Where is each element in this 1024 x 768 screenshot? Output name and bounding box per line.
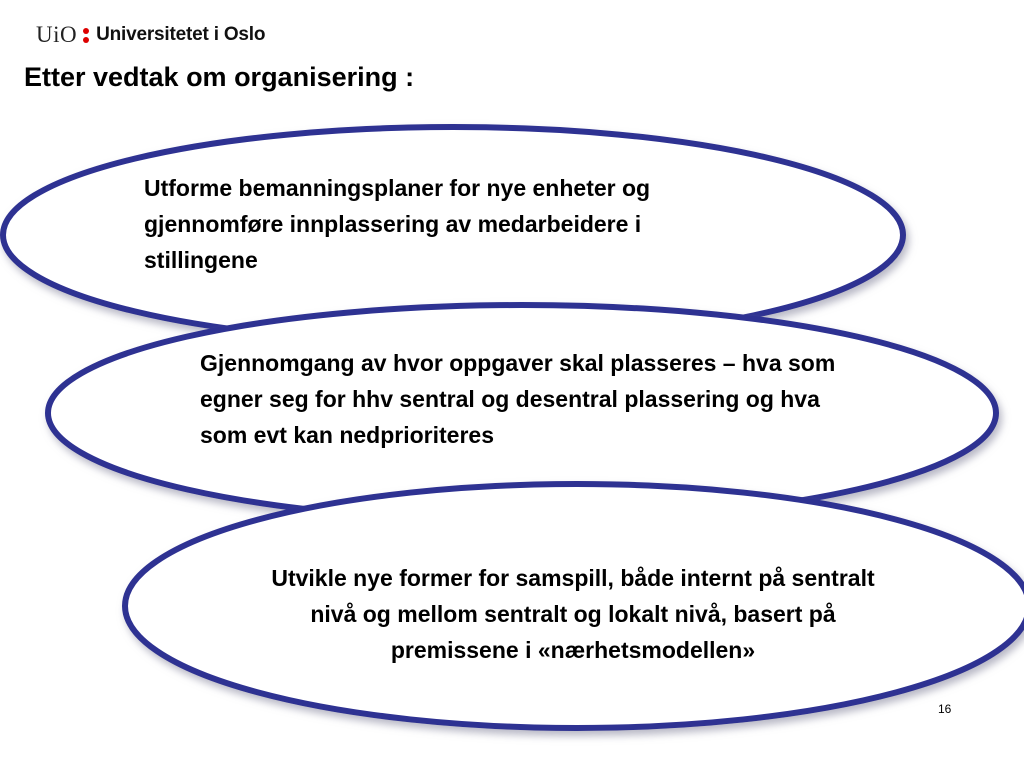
logo-abbrev: UiO bbox=[36, 22, 78, 47]
ellipse-3-text: Utvikle nye former for samspill, både internt på sentralt nivå og mellom sentralt og lokalt nivå, basert på premissene i «nærhetsmodellen» bbox=[271, 565, 875, 663]
slide-title: Etter vedtak om organisering : bbox=[24, 62, 415, 92]
logo-name: Universitetet i Oslo bbox=[96, 24, 266, 45]
ellipse-1-text: Utforme bemanningsplaner for nye enheter og gjennomføre innplassering av medarbeidere i stillingene bbox=[144, 175, 651, 273]
page-number: 16 bbox=[938, 702, 952, 716]
ellipse-2-text: Gjennomgang av hvor oppgaver skal plasseres – hva som egner seg for hhv sentral og desentral plassering og hva som evt kan nedprioriteres bbox=[200, 350, 836, 448]
